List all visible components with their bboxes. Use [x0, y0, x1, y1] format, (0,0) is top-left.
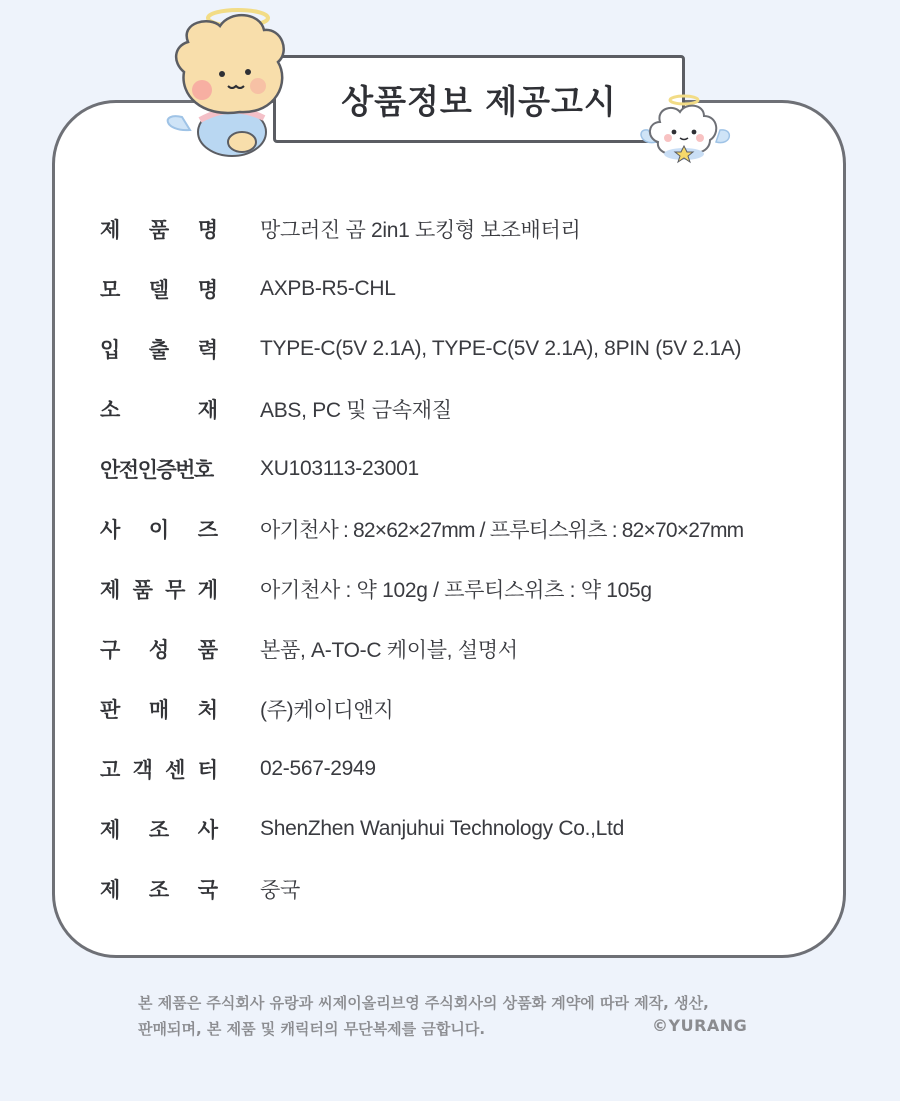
- info-value: 아기천사 : 82×62×27mm / 프루티스위츠 : 82×70×27mm: [260, 519, 744, 542]
- info-value: ShenZhen Wanjuhui Technology Co.,Ltd: [260, 817, 624, 840]
- info-row-customer-center: [100, 739, 840, 799]
- info-label: 제 품 무 게: [100, 578, 218, 602]
- info-label: 입 출 력: [100, 338, 218, 362]
- info-value: 중국: [260, 879, 300, 902]
- info-label: 제 품 명: [100, 218, 218, 242]
- info-value: 02-567-2949: [260, 757, 376, 780]
- info-label: 제 조 사: [100, 818, 218, 842]
- info-value: TYPE-C(5V 2.1A), TYPE-C(5V 2.1A), 8PIN (5V 2.1A): [260, 337, 742, 360]
- info-row-weight: [100, 559, 840, 619]
- info-value: 망그러진 곰 2in1 도킹형 보조배터리: [260, 219, 581, 242]
- angel-bear-illustration: [160, 2, 300, 162]
- info-label: 소 재: [100, 398, 218, 422]
- footer-line: 본 제품은 주식회사 유랑과 씨제이올리브영 주식회사의 상품화 계약에 따라 제작, 생산,: [138, 994, 709, 1012]
- page-title-box: [273, 55, 685, 143]
- info-row-io: [100, 319, 840, 379]
- info-row-model: [100, 259, 840, 319]
- info-value: AXPB-R5-CHL: [260, 277, 396, 300]
- info-label: 안전인증번호: [100, 458, 213, 482]
- footer-line: 판매되며, 본 제품 및 캐릭터의 무단복제를 금합니다.: [138, 1020, 486, 1038]
- info-label: 판 매 처: [100, 698, 218, 722]
- info-row-manufacturer: [100, 799, 840, 859]
- info-row-country: [100, 859, 840, 919]
- info-row-material: [100, 379, 840, 439]
- info-label: 모 델 명: [100, 278, 218, 302]
- info-value: ABS, PC 및 금속재질: [260, 399, 452, 422]
- info-value: 본품, A-TO-C 케이블, 설명서: [260, 639, 518, 662]
- info-row-size: [100, 499, 840, 559]
- angel-cloud-illustration: [640, 92, 735, 164]
- copyright-text: ©YURANG: [652, 1016, 748, 1035]
- info-label: 제 조 국: [100, 878, 218, 902]
- info-label: 구 성 품: [100, 638, 218, 662]
- info-value: 아기천사 : 약 102g / 프루티스위츠 : 약 105g: [260, 579, 652, 602]
- info-label: 사 이 즈: [100, 518, 218, 542]
- info-row-components: [100, 619, 840, 679]
- info-row-certification: [100, 439, 840, 499]
- info-value: XU103113-23001: [260, 457, 419, 480]
- info-label: 고 객 센 터: [100, 758, 218, 782]
- info-row-seller: [100, 679, 840, 739]
- info-row-product-name: [100, 199, 840, 259]
- product-info-table: [100, 199, 840, 919]
- page-title: 상품정보 제공고시: [341, 81, 617, 121]
- info-value: (주)케이디앤지: [260, 699, 394, 722]
